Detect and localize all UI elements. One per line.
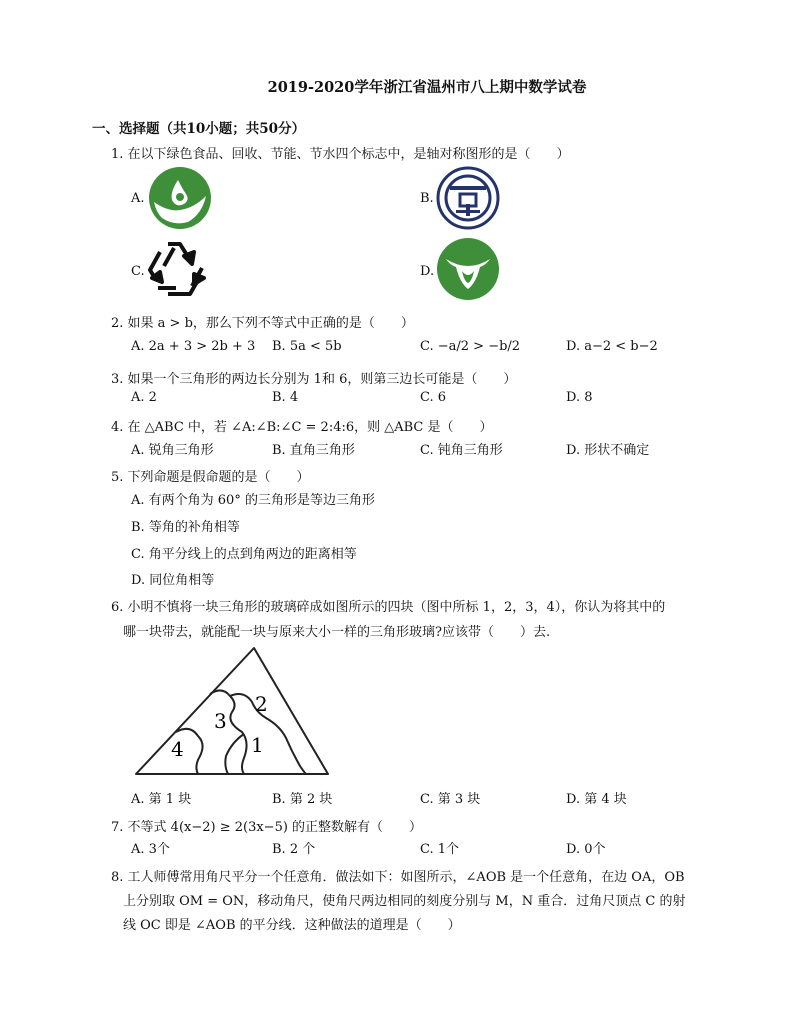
green-food-logo-icon [148,166,212,230]
fragment-label-1: 1 [251,733,264,757]
question-2-text: 2. 如果 a > b，那么下列不等式中正确的是（ ） [111,316,414,331]
energy-saving-logo-icon [436,166,500,230]
q1-option-d-label: D. [420,264,435,279]
question-7-text: 7. 不等式 4(x−2) ≥ 2(3x−5) 的正整数解有（ ） [111,820,423,835]
q5-option-d: D. 同位角相等 [131,573,215,588]
q2-option-b: B. 5a < 5b [272,339,342,354]
page-title: 2019-2020学年浙江省温州市八上期中数学试卷 [267,79,587,96]
q6-option-d: D. 第 4 块 [566,792,627,807]
water-saving-logo-icon [436,237,500,301]
q6-option-b: B. 第 2 块 [272,792,333,807]
question-1-text: 1. 在以下绿色食品、回收、节能、节水四个标志中，是轴对称图形的是（ ） [111,147,570,162]
q4-option-d: D. 形状不确定 [566,443,650,458]
q5-option-b: B. 等角的补角相等 [131,520,240,535]
question-6-line-1: 6. 小明不慎将一块三角形的玻璃碎成如图所示的四块（图中所标 1，2，3，4），你认为将其中的 [111,600,666,615]
recycle-logo-icon [146,238,212,300]
q1-option-a-label: A. [131,191,145,206]
question-3-text: 3. 如果一个三角形的两边长分别为 1和 6，则第三边长可能是（ ） [111,372,517,387]
q7-option-a: A. 3个 [131,842,170,857]
q4-option-c: C. 钝角三角形 [420,443,503,458]
q4-option-b: B. 直角三角形 [272,443,355,458]
question-5-text: 5. 下列命题是假命题的是（ ） [111,470,310,485]
q2-option-d: D. a−2 < b−2 [566,339,658,354]
q3-option-b: B. 4 [272,390,299,405]
broken-triangle-figure [134,646,330,776]
q6-option-a: A. 第 1 块 [131,792,192,807]
q7-option-c: C. 1个 [420,842,460,857]
q5-option-a: A. 有两个角为 60° 的三角形是等边三角形 [131,493,375,508]
question-8-line-2: 上分别取 OM = ON，移动角尺，使角尺两边相同的刻度分别与 M，N 重合．过角尺顶点 C 的射 [123,894,686,909]
q1-option-b-label: B. [420,191,434,206]
q4-option-a: A. 锐角三角形 [131,443,214,458]
question-4-text: 4. 在 △ABC 中，若 ∠A:∠B:∠C = 2:4:6，则 △ABC 是（ ） [111,420,493,435]
q3-option-d: D. 8 [566,390,593,405]
fragment-label-4: 4 [171,737,184,761]
q2-option-c: C. −a/2 > −b/2 [420,339,521,354]
q3-option-c: C. 6 [420,390,447,405]
fragment-label-2: 2 [255,692,268,716]
q5-option-c: C. 角平分线上的点到角两边的距离相等 [131,547,357,562]
section-heading: 一、选择题（共10小题；共50分） [92,121,306,137]
q1-option-c-label: C. [131,264,145,279]
q6-option-c: C. 第 3 块 [420,792,481,807]
q7-option-d: D. 0个 [566,842,606,857]
q2-option-a: A. 2a + 3 > 2b + 3 [131,339,256,354]
q3-option-a: A. 2 [131,390,157,405]
question-8-line-3: 线 OC 即是 ∠AOB 的平分线．这种做法的道理是（ ） [123,918,461,933]
q7-option-b: B. 2 个 [272,842,316,857]
question-6-line-2: 哪一块带去，就能配一块与原来大小一样的三角形玻璃?应该带（ ）去. [123,625,551,640]
fragment-label-3: 3 [214,709,227,733]
question-8-line-1: 8. 工人师傅常用角尺平分一个任意角．做法如下：如图所示，∠AOB 是一个任意角，在边 OA，OB [111,870,685,885]
